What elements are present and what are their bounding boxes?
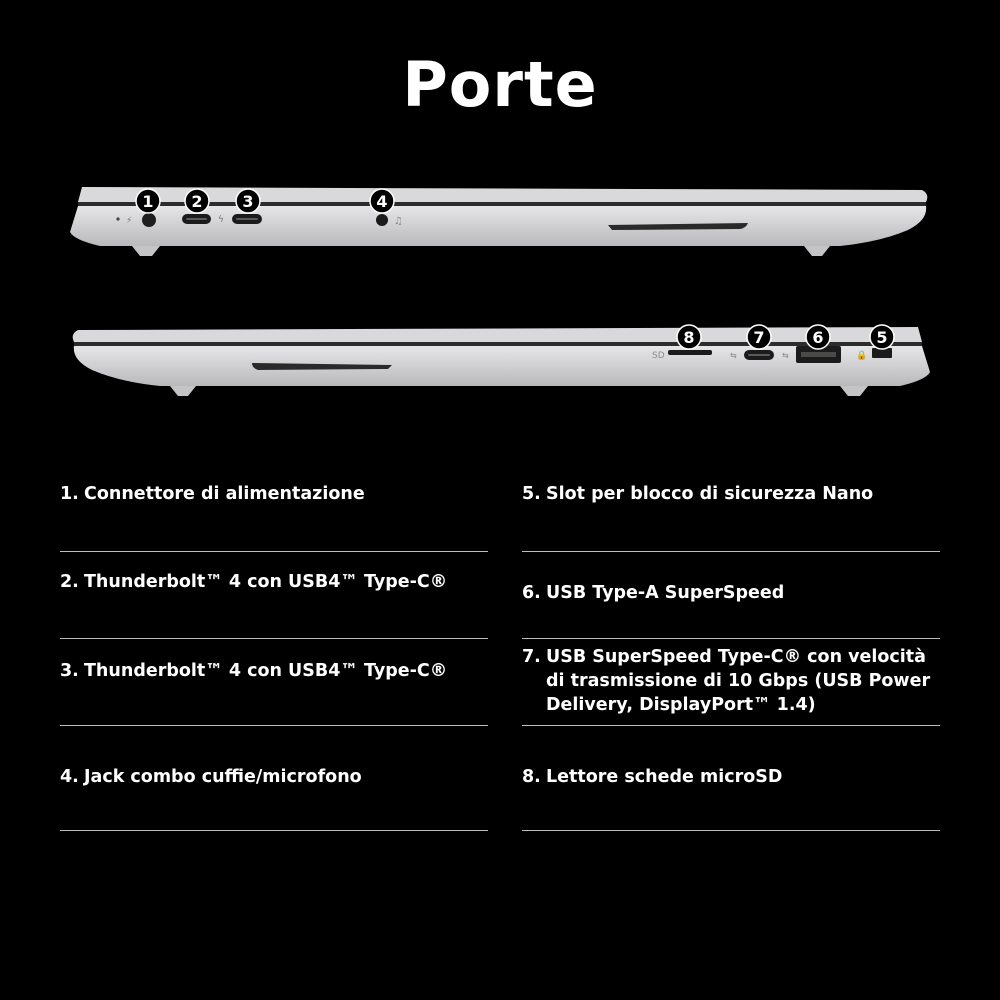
power-led	[116, 217, 119, 220]
port-description: Lettore schede microSD	[546, 767, 783, 787]
port-item-6	[522, 552, 940, 639]
port-description: Jack combo cuffie/microfono	[84, 767, 362, 787]
port-number: 4.	[60, 767, 79, 787]
port-number: 5.	[522, 484, 541, 504]
foot-left	[132, 246, 160, 256]
usb-a-icon: ⇆	[782, 351, 789, 360]
port-item-1	[60, 470, 488, 552]
port-number: 2.	[60, 572, 79, 592]
thunderbolt-icon: ϟ	[218, 215, 224, 225]
port-item-5	[522, 470, 940, 552]
port-number: 7.	[522, 647, 541, 667]
svg-text:7: 7	[753, 328, 765, 347]
audio-jack-port	[376, 214, 388, 226]
port-description: Connettore di alimentazione	[84, 484, 365, 504]
page-title: Porte	[402, 48, 598, 121]
port-number: 3.	[60, 661, 79, 681]
port-description: USB SuperSpeed Type-C® con velocità di trasmissione di 10 Gbps (USB Power Delivery, DisplayPort™ 1.4)	[546, 647, 931, 715]
port-item-7	[522, 639, 940, 726]
laptop-left-side-image	[60, 170, 940, 270]
laptop-left-side-view	[60, 170, 940, 270]
power-icon: ⚡	[126, 216, 133, 226]
laptop-right-side-image	[60, 310, 940, 410]
svg-text:4: 4	[376, 192, 388, 211]
svg-text:2: 2	[191, 192, 203, 211]
port-list-right	[522, 470, 940, 831]
port-number: 1.	[60, 484, 79, 504]
svg-text:5: 5	[876, 328, 888, 347]
laptop-right-side-view	[60, 310, 940, 410]
port-list-left	[60, 470, 488, 831]
badge-7	[747, 325, 771, 349]
port-item-3	[60, 639, 488, 726]
foot-right	[804, 246, 830, 256]
port-item-4	[60, 726, 488, 831]
svg-text:3: 3	[242, 192, 254, 211]
port-description: Thunderbolt™ 4 con USB4™ Type-C®	[84, 572, 448, 592]
usb-c-icon: ⇆	[730, 351, 737, 360]
sd-label: SD	[652, 351, 665, 361]
port-description: USB Type-A SuperSpeed	[546, 583, 785, 603]
badge-8	[677, 325, 701, 349]
badge-4	[370, 189, 394, 213]
power-connector-port	[142, 213, 156, 227]
badge-2	[185, 189, 209, 213]
headphone-icon: ♫	[394, 216, 403, 227]
laptop-lid	[73, 327, 922, 342]
port-description: Thunderbolt™ 4 con USB4™ Type-C®	[84, 661, 448, 681]
microsd-slot	[668, 350, 712, 355]
badge-5	[870, 325, 894, 349]
port-number: 6.	[522, 583, 541, 603]
svg-text:8: 8	[683, 328, 695, 347]
badge-6	[806, 325, 830, 349]
svg-text:1: 1	[142, 192, 154, 211]
port-number: 8.	[522, 767, 541, 787]
port-description: Slot per blocco di sicurezza Nano	[546, 484, 874, 504]
lock-icon: 🔒	[856, 351, 868, 361]
port-item-2	[60, 552, 488, 639]
badge-1	[136, 189, 160, 213]
svg-text:6: 6	[812, 328, 824, 347]
foot-left	[170, 386, 196, 396]
foot-right	[840, 386, 868, 396]
badge-3	[236, 189, 260, 213]
lid-seam	[74, 342, 922, 346]
port-item-8	[522, 726, 940, 831]
